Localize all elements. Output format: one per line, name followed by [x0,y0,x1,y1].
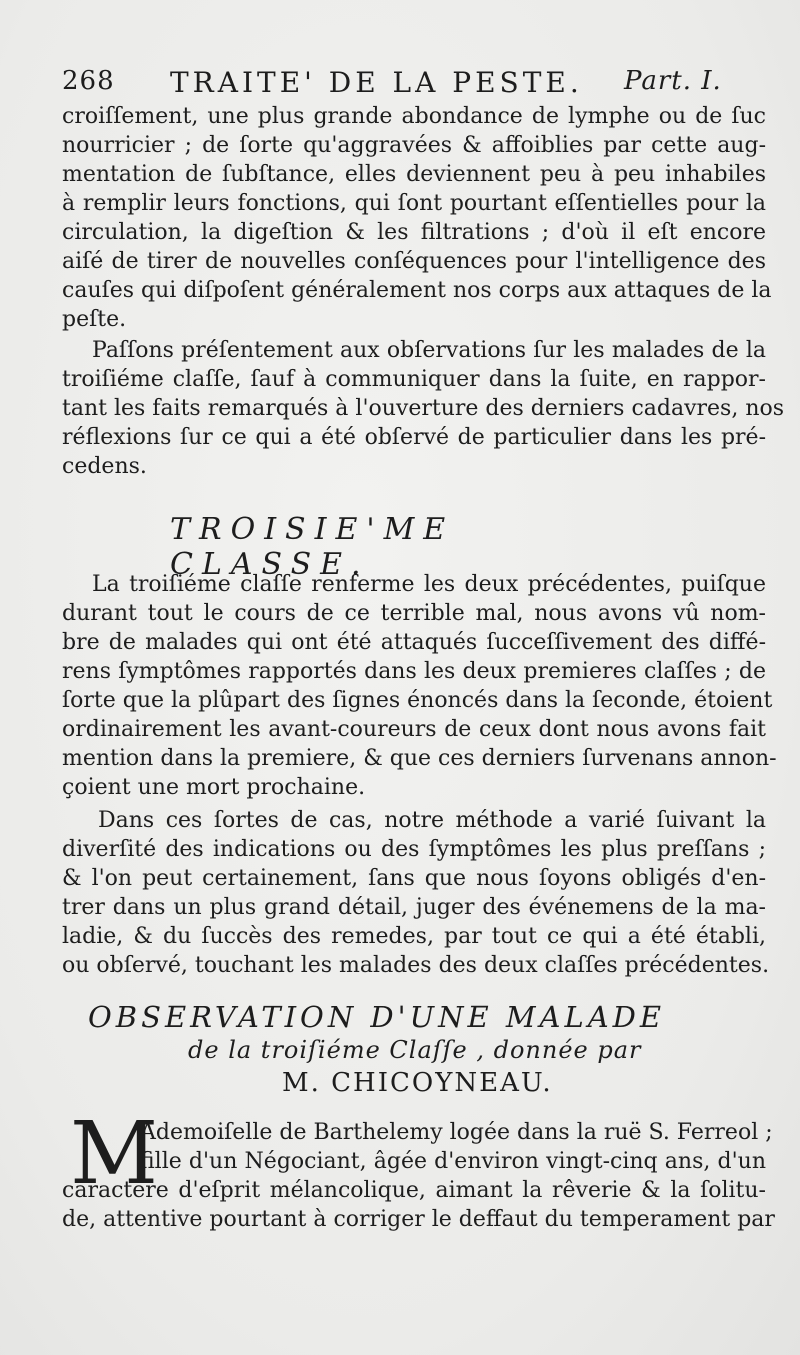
drop-cap: M [70,1104,159,1204]
text-line: rens ſymptômes rapportés dans les deux premieres claſſes ; de [62,659,766,684]
running-title: TRAITE' DE LA PESTE. [170,66,583,99]
text-line: durant tout le cours de ce terrible mal, nous avons vû nom- [62,601,766,626]
text-line: Paſſons préſentement aux obſervations ſur les malades de la [92,338,766,363]
paragraph-3 [62,570,777,802]
text-line: nourricier ; de ſorte qu'aggravées & affoiblies par cette aug- [62,133,766,158]
part-label: Part. I. [624,66,722,96]
paragraph-5 [62,1118,775,1234]
text-line: La troiſiéme claſſe renferme les deux précédentes, puiſque [92,572,766,597]
text-line: ou obſervé, touchant les malades des deux claſſes précédentes. [62,953,770,978]
text-line: caractere d'eſprit mélancolique, aimant la rêverie & la ſolitu- [62,1178,766,1203]
text-line: & l'on peut certainement, ſans que nous ſoyons obligés d'en- [62,866,766,891]
text-line: à remplir leurs fonctions, qui ſont pourtant eſſentielles pour la [62,191,766,216]
text-line: mention dans la premiere, & que ces derniers ſurvenans annon- [62,746,777,771]
text-line: peſte. [62,307,127,332]
text-line: croiſſement, une plus grande abondance de lymphe ou de ſuc [62,104,766,129]
text-line: réflexions ſur ce qui a été obſervé de particulier dans les pré- [62,425,766,450]
text-line: troiſiéme claſſe, ſauf à communiquer dans la ſuite, en rappor- [62,367,766,392]
text-line: çoient une mort prochaine. [62,775,366,800]
text-line: ordinairement les avant-coureurs de ceux dont nous avons fait [62,717,766,742]
text-line: diverſité des indications ou des ſymptômes les plus preſſans ; [62,837,766,862]
paragraph-1 [62,102,772,334]
text-line: ladie, & du ſuccès des remedes, par tout ce qui a été établi, [62,924,766,949]
paragraph-2 [62,336,785,481]
section-heading: TROISIE'ME CLASSE. [170,512,455,582]
observation-subtitle: de la troiſiéme Claſſe , donnée par [188,1036,642,1064]
text-line: cauſes qui diſpoſent généralement nos corps aux attaques de la [62,278,772,303]
text-line: de, attentive pourtant à corriger le deffaut du temperament par [62,1207,775,1232]
text-line: Ademoiſelle de Barthelemy logée dans la ruë S. Ferreol ; [140,1120,773,1145]
text-line: circulation, la digeſtion & les filtrations ; d'où il eſt encore [62,220,766,245]
paragraph-4 [62,806,770,980]
text-line: mentation de ſubſtance, elles deviennent peu à peu inhabiles [62,162,766,187]
text-line: Dans ces ſortes de cas, notre méthode a varié ſuivant la [98,808,766,833]
text-line: cedens. [62,454,147,479]
text-line: bre de malades qui ont été attaqués ſucceſſivement des diffé- [62,630,766,655]
text-line: fille d'un Négociant, âgée d'environ vingt-cinq ans, d'un [140,1149,766,1174]
text-line: ſorte que la plûpart des ſignes énoncés dans la ſeconde, étoient [62,688,773,713]
page-number: 268 [62,66,115,96]
text-line: aiſé de tirer de nouvelles conſéquences pour l'intelligence des [62,249,766,274]
observation-author: M. CHICOYNEAU. [282,1068,553,1098]
running-header [62,66,762,106]
text-line: trer dans un plus grand détail, juger des événemens de la ma- [62,895,766,920]
text-line: tant les faits remarqués à l'ouverture des derniers cadavres, nos [62,396,785,421]
observation-title: OBSERVATION D'UNE MALADE [88,1000,666,1034]
